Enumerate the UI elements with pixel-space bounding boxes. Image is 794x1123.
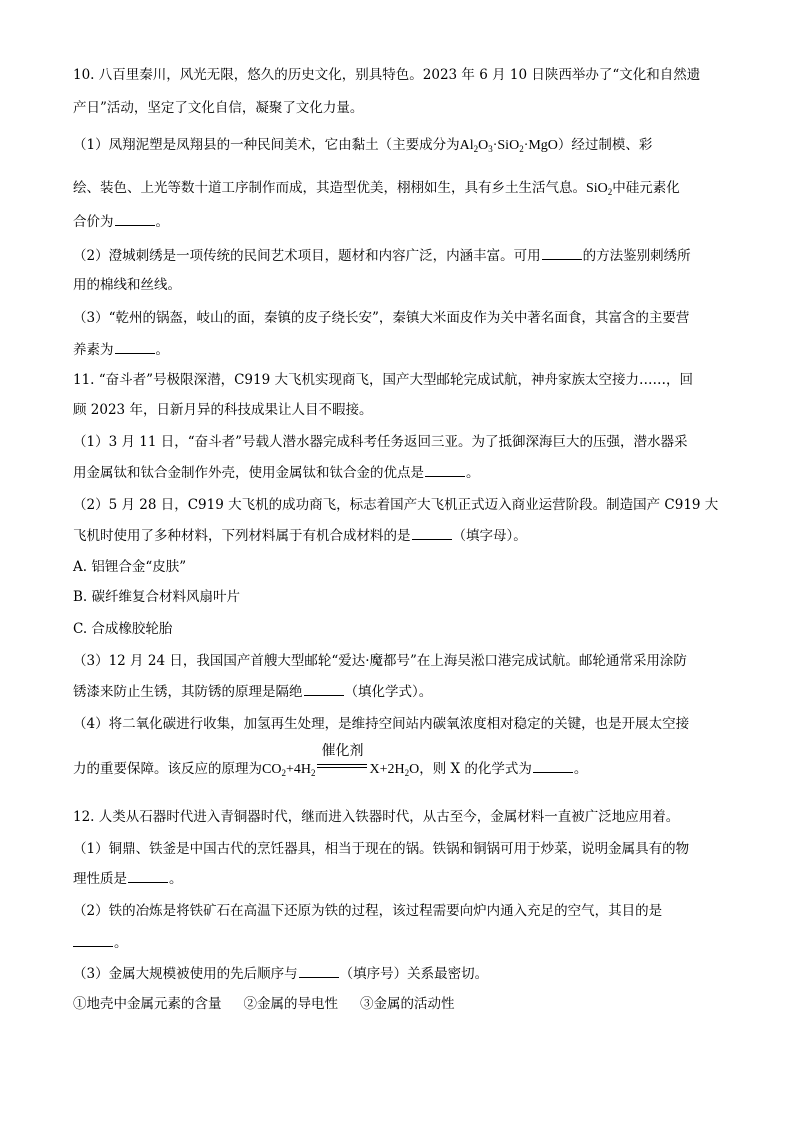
q12-part1-line1: （1）铜鼎、铁釜是中国古代的烹饪器具，相当于现在的锅。铁锅和铜锅可用于炒菜，说明金属具有的物	[73, 841, 690, 857]
catalyst-label: 催化剂	[321, 744, 364, 759]
answer-blank-q12-2[interactable]	[73, 934, 113, 947]
q12-options-line	[73, 995, 733, 1013]
answer-blank-q11-2[interactable]	[412, 527, 452, 540]
q10-part1-text-b: ）经过制模、彩	[557, 137, 653, 153]
sio2-formula: SiO$_2$	[586, 181, 613, 197]
answer-blank-q10-2[interactable]	[542, 247, 582, 260]
q10-stem-line1: 10. 八百里秦川，风光无限，悠久的历史文化，别具特色。2023 年 6 月 10 日陕西举办了“文化和自然遗	[73, 67, 701, 83]
q10-part1-line2: 绘、装色、上光等数十道工序制作而成，其造型优美，栩栩如生，具有乡土生活气息。SiO$_2$中硅元素化	[73, 180, 680, 197]
q12-part2-line1: （2）铁的冶炼是将铁矿石在高温下还原为铁的过程，该过程需要向炉内通入充足的空气，其目的是	[73, 903, 663, 919]
q10-part1-line3: 合价为 。	[73, 214, 169, 230]
reaction-equation: $CO_2+4H_2$ 催化剂 $X+2H_2O$	[262, 744, 420, 778]
q10-part3-line1: （3）“乾州的锅盔，岐山的面，秦镇的皮子绕长安”，秦镇大米面皮作为关中著名面食，其富含的主要营	[73, 310, 690, 326]
answer-blank-q12-1[interactable]	[128, 870, 168, 883]
q11-part3-line1: （3）12 月 24 日，我国国产首艘大型邮轮“爱达·魔都号”在上海吴淞口港完成试航。邮轮通常采用涂防	[73, 653, 687, 669]
q11-stem-line2: 顾 2023 年，日新月异的科技成果让人目不暇接。	[73, 402, 373, 418]
q12-part1-line2: 理性质是 。	[73, 871, 183, 887]
q10-stem-line2: 产日”活动，坚定了文化自信，凝聚了文化力量。	[73, 100, 364, 116]
q11-part2-line1: （2）5 月 28 日，C919 大飞机的成功商飞，标志着国产大飞机正式迈入商业运营阶段。制造国产 C919 大	[73, 497, 719, 513]
q11-option-b[interactable]: B. 碳纤维复合材料风扇叶片	[73, 589, 241, 605]
q12-stem-line1: 12. 人类从石器时代进入青铜器时代，继而进入铁器时代，从古至今，金属材料一直被广泛地应用着。	[73, 809, 680, 825]
q12-option-2[interactable]: ②金属的导电性	[243, 996, 338, 1012]
reaction-arrow	[317, 744, 367, 773]
q10-part3-line2: 养素为 。	[73, 342, 169, 358]
q12-part3-line1: （3）金属大规模被使用的先后顺序与 （填序号）关系最密切。	[73, 966, 489, 982]
answer-blank-q11-1[interactable]	[425, 464, 465, 477]
q12-option-3[interactable]: ③金属的活动性	[360, 996, 455, 1012]
q12-part2-line2: 。	[73, 934, 733, 952]
q11-part2-line2: 飞机时使用了多种材料，下列材料属于有机合成材料的是 （填字母）。	[73, 528, 527, 544]
q12-option-1[interactable]: ①地壳中金属元素的含量	[73, 996, 222, 1012]
q10-part2-line1: （2）澄城刺绣是一项传统的民间艺术项目，题材和内容广泛，内涵丰富。可用 的方法鉴别刺绣所	[73, 248, 691, 264]
q11-part4-line2: 力的重要保障。该反应的原理为$CO_2+4H_2$ 催化剂 $X+2H_2O$，则 X 的化学式为 。	[73, 744, 588, 778]
q11-part3-line2: 锈漆来防止生锈，其防锈的原理是隔绝 （填化学式）。	[73, 684, 433, 700]
q11-stem-line1: 11. “奋斗者”号极限深潜，C919 大飞机实现商飞，国产大型邮轮完成试航，神舟家族太空接力……，回	[73, 372, 693, 388]
q11-part1-line1: （1）3 月 11 日，“奋斗者”号载人潜水器完成科考任务返回三亚。为了抵御深海巨大的压强，潜水器采	[73, 434, 688, 450]
answer-blank-q11-3[interactable]	[304, 683, 344, 696]
q11-option-c[interactable]: C. 合成橡胶轮胎	[73, 621, 173, 637]
q10-part1-line1	[73, 136, 733, 155]
q10-part2-line2: 用的棉线和丝线。	[73, 277, 181, 293]
q11-option-a[interactable]: A. 铝锂合金“皮肤”	[73, 559, 187, 575]
answer-blank-q12-3[interactable]	[299, 965, 339, 978]
answer-blank-q10-1[interactable]	[115, 213, 155, 226]
answer-blank-q11-4[interactable]	[533, 760, 573, 773]
q10-part1-text-a: （1）凤翔泥塑是凤翔县的一种民间美术，它由黏土（主要成分为	[73, 137, 460, 153]
clay-formula: $Al_2O_3\cdot SiO_2\cdot MgO$	[459, 138, 558, 154]
q11-part1-line2: 用金属钛和钛合金制作外壳，使用金属钛和钛合金的优点是 。	[73, 465, 480, 481]
q11-part4-line1: （4）将二氧化碳进行收集，加氢再生处理，是维持空间站内碳氧浓度相对稳定的关键，也是开展太空接	[73, 716, 690, 732]
answer-blank-q10-3[interactable]	[115, 341, 155, 354]
